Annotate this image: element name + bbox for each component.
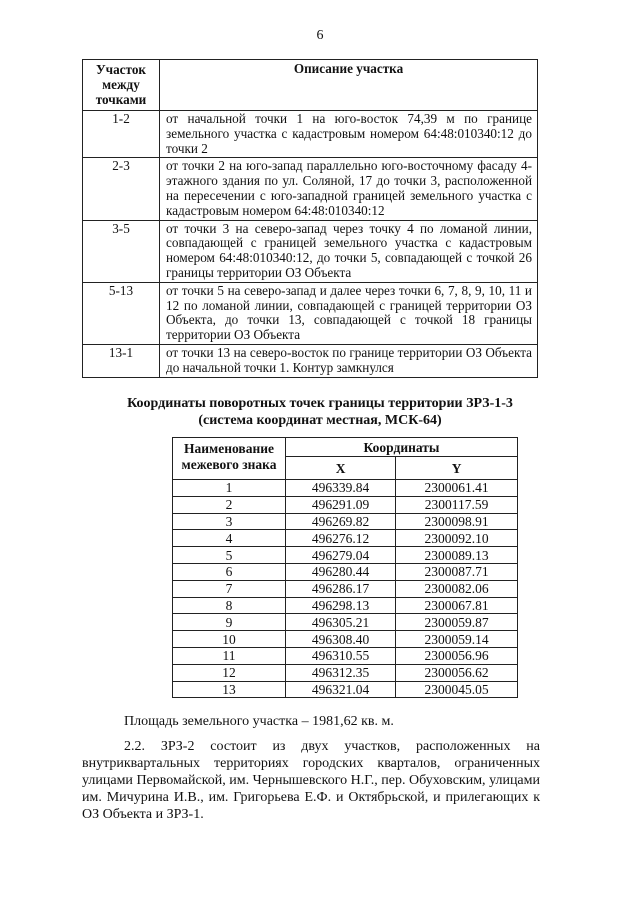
marker-number-cell: 4 — [173, 530, 286, 547]
area-paragraph: Площадь земельного участка – 1981,62 кв. м. — [124, 714, 394, 729]
x-coordinate-cell: 496280.44 — [286, 563, 396, 580]
table-row — [83, 158, 538, 220]
x-header: X — [286, 457, 396, 480]
x-coordinate-cell: 496310.55 — [286, 647, 396, 664]
marker-number-cell: 12 — [173, 664, 286, 681]
y-coordinate-cell: 2300061.41 — [396, 480, 518, 497]
marker-number-cell: 5 — [173, 547, 286, 564]
coordinates-title — [0, 395, 640, 429]
table-row — [173, 647, 518, 664]
y-coordinate-cell: 2300117.59 — [396, 496, 518, 513]
y-header: Y — [396, 457, 518, 480]
table-row — [83, 220, 538, 282]
y-coordinate-cell: 2300056.96 — [396, 647, 518, 664]
coordinates-table — [172, 437, 518, 698]
y-coordinate-cell: 2300045.05 — [396, 681, 518, 698]
description-cell: от точки 2 на юго-запад параллельно юго-восточному фасаду 4-этажного здания по ул. Соляной, 17 до точки 3, расположенной на пересечении с юго-западной границей земельного участка с кадастровым номером 64:48:010340:12 — [160, 158, 538, 220]
coordinates-table-body — [173, 480, 518, 698]
y-coordinate-cell: 2300082.06 — [396, 580, 518, 597]
x-coordinate-cell: 496312.35 — [286, 664, 396, 681]
x-coordinate-cell: 496279.04 — [286, 547, 396, 564]
coordinates-title-line-1: Координаты поворотных точек границы территории ЗРЗ-1-3 — [127, 396, 513, 411]
marker-number-cell: 2 — [173, 496, 286, 513]
sections-table-body — [83, 111, 538, 378]
item-2-2-paragraph: 2.2. ЗРЗ-2 состоит из двух участков, расположенных на внутриквартальных территориях городских кварталов, ограниченных улицами Первомайской, им. Чернышевского Н.Г., пер. Обуховским, улицами им. Мичурина И.В., им. Григорьева Е.Ф. и Октябрьской, и прилегающих к ОЗ Объекта и ЗРЗ-1. — [82, 739, 540, 822]
segment-cell: 13-1 — [83, 344, 160, 377]
y-coordinate-cell: 2300092.10 — [396, 530, 518, 547]
sections-table — [82, 59, 538, 378]
x-coordinate-cell: 496276.12 — [286, 530, 396, 547]
x-coordinate-cell: 496339.84 — [286, 480, 396, 497]
y-coordinate-cell: 2300056.62 — [396, 664, 518, 681]
table-row — [173, 480, 518, 497]
y-coordinate-cell: 2300067.81 — [396, 597, 518, 614]
description-cell: от точки 5 на северо-запад и далее через точки 6, 7, 8, 9, 10, 11 и 12 по ломаной линии, совпадающей с границей территории ОЗ Объекта, до точки 13, совпадающей с точкой 18 границы территории ОЗ Объекта — [160, 282, 538, 344]
marker-number-cell: 11 — [173, 647, 286, 664]
x-coordinate-cell: 496269.82 — [286, 513, 396, 530]
description-cell: от точки 13 на северо-восток по границе территории ОЗ Объекта до начальной точки 1. Контур замкнулся — [160, 344, 538, 377]
x-coordinate-cell: 496298.13 — [286, 597, 396, 614]
marker-number-cell: 6 — [173, 563, 286, 580]
segment-cell: 1-2 — [83, 111, 160, 158]
table-row — [173, 530, 518, 547]
segment-cell: 3-5 — [83, 220, 160, 282]
y-coordinate-cell: 2300098.91 — [396, 513, 518, 530]
description-cell: от точки 3 на северо-запад через точку 4 по ломаной линии, совпадающей с границей земельного участка с кадастровым номером 64:48:010340:12, до точки 5, совпадающей с точкой 26 границы территории ОЗ Объекта — [160, 220, 538, 282]
table-row — [173, 547, 518, 564]
y-coordinate-cell: 2300089.13 — [396, 547, 518, 564]
marker-number-cell: 13 — [173, 681, 286, 698]
marker-number-cell: 3 — [173, 513, 286, 530]
segment-cell: 2-3 — [83, 158, 160, 220]
page-number: 6 — [316, 28, 324, 43]
table-row — [173, 597, 518, 614]
table-row — [173, 580, 518, 597]
segment-cell: 5-13 — [83, 282, 160, 344]
table-row — [83, 344, 538, 377]
sections-table-header-row — [83, 60, 538, 111]
coordinates-header-row — [173, 438, 518, 457]
table-row — [173, 563, 518, 580]
marker-number-cell: 9 — [173, 614, 286, 631]
coordinates-header: Координаты — [286, 438, 518, 457]
marker-number-cell: 1 — [173, 480, 286, 497]
coordinates-title-line-2: (система координат местная, МСК-64) — [198, 413, 442, 428]
y-coordinate-cell: 2300087.71 — [396, 563, 518, 580]
table-row — [83, 282, 538, 344]
marker-name-header: Наименование межевого знака — [173, 438, 286, 480]
x-coordinate-cell: 496305.21 — [286, 614, 396, 631]
table-row — [83, 111, 538, 158]
y-coordinate-cell: 2300059.14 — [396, 631, 518, 648]
x-coordinate-cell: 496321.04 — [286, 681, 396, 698]
table-row — [173, 664, 518, 681]
table-row — [173, 614, 518, 631]
description-cell: от начальной точки 1 на юго-восток 74,39 м по границе земельного участка с кадастровым номером 64:48:010340:12 до точки 2 — [160, 111, 538, 158]
table-row — [173, 496, 518, 513]
description-column-header: Описание участка — [160, 60, 538, 111]
table-row — [173, 681, 518, 698]
table-row — [173, 631, 518, 648]
y-coordinate-cell: 2300059.87 — [396, 614, 518, 631]
marker-number-cell: 8 — [173, 597, 286, 614]
x-coordinate-cell: 496291.09 — [286, 496, 396, 513]
x-coordinate-cell: 496286.17 — [286, 580, 396, 597]
table-row — [173, 513, 518, 530]
marker-number-cell: 7 — [173, 580, 286, 597]
marker-number-cell: 10 — [173, 631, 286, 648]
x-coordinate-cell: 496308.40 — [286, 631, 396, 648]
segment-column-header: Участок между точками — [83, 60, 160, 111]
